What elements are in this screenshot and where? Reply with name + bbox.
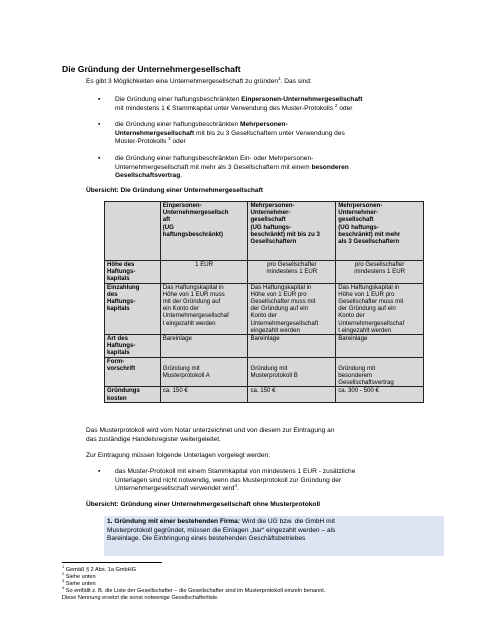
footnote-text: Siehe unten xyxy=(65,581,96,587)
cell-line: ca. 150 € xyxy=(162,387,188,395)
list-item-line xyxy=(115,485,355,494)
bold-text: Gesellschaftsvertrag xyxy=(115,172,181,180)
cell-line: Gründung mit xyxy=(162,364,200,372)
table-cell xyxy=(160,387,248,402)
intro-tail: . Das sind: xyxy=(280,78,312,85)
highlight-line: Bareinlage. Die Einbringung eines bestehenden Geschäftsbetriebes xyxy=(107,535,306,543)
text: Die Gründung einer haftungsbeschränkten xyxy=(115,96,242,103)
row-label xyxy=(105,387,161,402)
table-cell xyxy=(248,335,336,358)
cell-line: der Gründung auf ein xyxy=(250,305,309,313)
cell-line: eingezahlt werden xyxy=(250,326,300,334)
highlight-box xyxy=(104,516,444,556)
text: mit mindestens 1 € Stammkapital unter Verwendung des Muster-Protokolls xyxy=(115,104,335,112)
bullet-icon: ▪ xyxy=(98,121,101,128)
text: die Gründung einer haftungsbeschränkten xyxy=(115,121,241,128)
page-title: Die Gründung der Unternehmergesellschaft xyxy=(62,64,241,74)
list-item xyxy=(98,121,345,147)
footnote-ref: 4 xyxy=(234,483,237,488)
footnote-number: 4 xyxy=(62,585,65,591)
cell-line: t eingezahlt werden xyxy=(338,326,392,334)
cell-line: Mehrpersonen- xyxy=(338,202,383,209)
cell-line: Höhe von 1 EUR pro xyxy=(338,290,395,298)
bold-text: besonderen xyxy=(311,163,349,171)
cell-line: Gründung mit xyxy=(250,364,288,372)
cell-line: Einpersonen- xyxy=(162,202,202,209)
table-cell xyxy=(160,357,248,387)
text: mit bis zu 3 Gesellschaftern unter Verwendung des xyxy=(194,129,345,137)
footnote-number: 2 xyxy=(62,571,65,577)
list-item-line: Unterlagen sind nicht notwendig, wenn das Musterprotokoll zur Gründung der xyxy=(115,476,342,484)
cell-line: Musterprotokoll B xyxy=(250,372,298,380)
table-row xyxy=(105,261,424,284)
cell-line: Unternehmer- xyxy=(250,209,291,217)
cell-line: mindestens 1 EUR xyxy=(354,268,406,276)
footnote-text: Gemäß § 2 Abs. 1a GmbHG xyxy=(65,567,137,573)
cell-line: Höhe von 1 EUR muss xyxy=(162,290,225,298)
overview-table xyxy=(104,201,424,403)
bullet-icon: ▪ xyxy=(98,468,101,475)
section-heading: Übersicht: Gründung einer Unternehmergesellschaft ohne Musterprotokoll xyxy=(86,501,321,508)
cell-line: Unternehmer- xyxy=(338,209,379,217)
table-cell xyxy=(160,283,248,334)
footnote-ref: 2 xyxy=(334,102,338,108)
cell-line: Unternehmergesellschaf xyxy=(162,312,229,320)
cell-line: (UG xyxy=(162,223,174,231)
cell-line: Unternehmergesellsch xyxy=(162,209,229,217)
bullet-icon: ▪ xyxy=(98,96,101,103)
row-label xyxy=(105,261,161,284)
intro-text xyxy=(86,75,312,87)
table-cell xyxy=(336,357,424,387)
table-header-cell xyxy=(248,202,336,261)
list-item-line xyxy=(115,138,345,147)
cell-line: pro Gesellschafter xyxy=(354,261,405,268)
cell-line: gesellschaft xyxy=(250,216,286,224)
cell-line: Konto der xyxy=(338,312,365,320)
cell-line: Form- xyxy=(107,357,125,365)
cell-line: (UG haftungs- xyxy=(338,223,379,231)
cell-line: t eingezahlt werden xyxy=(162,319,216,327)
cell-line: mindestens 1 EUR xyxy=(266,268,318,276)
paragraph xyxy=(86,427,335,444)
row-label xyxy=(105,283,161,334)
cell-line: als 3 Gesellschaftern xyxy=(338,238,400,246)
text: Wird die UG bzw. die GmbH mit xyxy=(240,518,335,525)
cell-line: Mehrpersonen- xyxy=(250,202,295,209)
cell-line xyxy=(250,358,333,365)
cell-line: ca. 150 € xyxy=(250,387,276,395)
table-cell xyxy=(336,283,424,334)
list-item-line xyxy=(115,102,362,114)
footnote-ref: 1 xyxy=(278,75,281,81)
list-item xyxy=(98,155,349,181)
cell-line: Gründungs xyxy=(107,387,140,395)
text: Das Musterprotokoll wird vom Notar unterzeichnet und von diesem zur Eintragung an xyxy=(86,427,335,434)
cell-line: haftungsbeschränkt) xyxy=(162,230,223,238)
footnote xyxy=(62,595,219,602)
cell-line: Gesellschaftern xyxy=(250,238,297,246)
list-item-line xyxy=(115,172,349,181)
footnote-text: So entfällt z. B. die Liste der Gesellschafter – die Gesellschafter sind im Musterprotokoll einzeln benannt. xyxy=(65,588,326,594)
cell-line: kapitals xyxy=(107,349,130,357)
text: oder xyxy=(337,104,353,112)
row-label xyxy=(105,335,161,358)
highlight-line: Musterprotokoll gegründet, müssen die Einlagen „bar“ eingezahlt werden – als xyxy=(107,526,336,534)
cell-line: gesellschaft xyxy=(338,216,374,224)
footnote-text: Siehe unten xyxy=(65,574,96,580)
list-item-line: das Muster-Protokoll mit einem Stammkapital von mindestens 1 EUR - zusätzliche xyxy=(115,468,356,475)
list-item-line xyxy=(115,130,345,139)
text: Muster-Protokolls xyxy=(115,138,169,146)
list-item-line xyxy=(115,121,345,130)
cell-line: Gesellschaftsvertrag xyxy=(338,379,394,387)
cell-line: Das Haftungskapital in xyxy=(338,283,400,291)
footnote-text: Diese Nennung ersetzt die sonst notwenige Gesellschafterliste. xyxy=(62,595,219,601)
text: . xyxy=(180,172,183,180)
table-row xyxy=(105,283,424,334)
cell-line: des xyxy=(107,290,118,298)
list-item xyxy=(98,468,356,494)
cell-line: kapitals xyxy=(107,305,130,313)
table-header-row xyxy=(105,202,424,261)
highlight-line xyxy=(107,518,441,527)
table-header-cell xyxy=(336,202,424,261)
table-cell xyxy=(336,387,424,402)
cell-line: Art des xyxy=(107,335,128,343)
table-row xyxy=(105,387,424,402)
footnote xyxy=(62,571,96,584)
cell-line: Gründung mit xyxy=(338,364,376,372)
cell-line: Bareinlage xyxy=(338,335,368,343)
cell-line: ein Konto der xyxy=(162,305,199,313)
footnote xyxy=(62,585,326,595)
cell-line: Das Haftungskapital in xyxy=(162,283,224,291)
text: Unternehmergesellschaft verwendet wird xyxy=(115,485,235,493)
cell-line: (UG haftungs- xyxy=(250,223,292,231)
footnote-number: 1 xyxy=(62,564,65,570)
table-cell xyxy=(248,261,336,284)
cell-line: der Gründung auf ein xyxy=(338,305,396,313)
text: . xyxy=(237,485,239,493)
cell-line: Musterprotokoll A xyxy=(162,372,210,380)
bold-text: 1. Gründung mit einer bestehenden Firma: xyxy=(107,518,240,525)
cell-line: pro Gesellschafter xyxy=(267,261,317,268)
table-corner-cell xyxy=(105,202,161,261)
footnote xyxy=(62,578,96,591)
bold-text: Mehrpersonen- xyxy=(240,121,288,128)
cell-line: vorschrift xyxy=(107,364,136,372)
paragraph: Zur Eintragung müssen folgende Unterlagen vorgelegt werden: xyxy=(86,452,271,459)
text: Unternehmergesellschaft mit mehr als 3 Gesellschaftern mit einem xyxy=(115,163,312,171)
list-item-line xyxy=(115,164,349,173)
list-item xyxy=(98,96,363,113)
footnote-separator xyxy=(62,562,162,563)
table-cell xyxy=(336,261,424,284)
cell-line: besonderem xyxy=(338,372,373,380)
cell-line: aft xyxy=(162,216,171,224)
bold-text: Einpersonen-Unternehmergesellschaft xyxy=(241,96,363,103)
footnote-number: 3 xyxy=(62,578,65,584)
cell-line: Haftungs- xyxy=(107,268,136,276)
cell-line: Höhe des xyxy=(107,261,135,268)
section-heading: Übersicht: Die Gründung einer Unternehmergesellschaft xyxy=(86,187,263,194)
cell-line: Das Haftungskapital in xyxy=(250,283,312,291)
cell-line: kosten xyxy=(107,394,127,402)
table-cell xyxy=(336,335,424,358)
table-cell xyxy=(248,357,336,387)
bullet-icon: ▪ xyxy=(98,155,101,162)
table-row xyxy=(105,335,424,358)
cell-line: Einzahlung xyxy=(107,283,140,291)
cell-line xyxy=(163,358,246,365)
cell-line: kapitals xyxy=(107,275,130,283)
cell-line: Bareinlage xyxy=(250,335,280,343)
cell-line: Unternehmergesellschaft xyxy=(250,319,319,327)
table-cell xyxy=(248,283,336,334)
table-header-cell xyxy=(160,202,248,261)
cell-line: Höhe von 1 EUR pro xyxy=(250,290,307,298)
bold-text: Unternehmergesellschaft xyxy=(115,129,195,137)
cell-line: Bareinlage xyxy=(162,335,192,343)
cell-line: beschränkt) mit mehr xyxy=(338,230,401,238)
cell-line: Unternehmergesellschaf xyxy=(338,319,405,327)
cell-line: beschränkt) mit bis zu 3 xyxy=(250,230,320,238)
text: oder xyxy=(170,138,186,146)
cell-line: mit der Gründung auf xyxy=(162,298,221,306)
cell-line: Haftungs- xyxy=(107,342,136,350)
table-cell xyxy=(160,335,248,358)
cell-line: Gesellschafter muss mit xyxy=(250,298,316,306)
cell-line: ca. 300 - 500 € xyxy=(338,387,379,395)
cell-line: Haftungs- xyxy=(107,298,136,306)
cell-line xyxy=(338,358,421,365)
cell-line: 1 EUR xyxy=(195,261,214,268)
intro-text-body: Es gibt 3 Möglichkeiten eine Unternehmergesellschaft zu gründen xyxy=(86,78,279,85)
table-cell xyxy=(248,387,336,402)
text: das zuständige Handelsregister weitergeleitet. xyxy=(86,435,221,443)
cell-line: Gesellschafter muss mit xyxy=(338,298,404,306)
row-label xyxy=(105,357,161,387)
table-row xyxy=(105,357,424,387)
footnote-ref: 3 xyxy=(168,136,171,141)
table-cell xyxy=(160,261,248,284)
list-item-line: die Gründung einer haftungsbeschränkten Ein- oder Mehrpersonen- xyxy=(115,155,314,162)
cell-line: Konto der xyxy=(250,312,277,320)
